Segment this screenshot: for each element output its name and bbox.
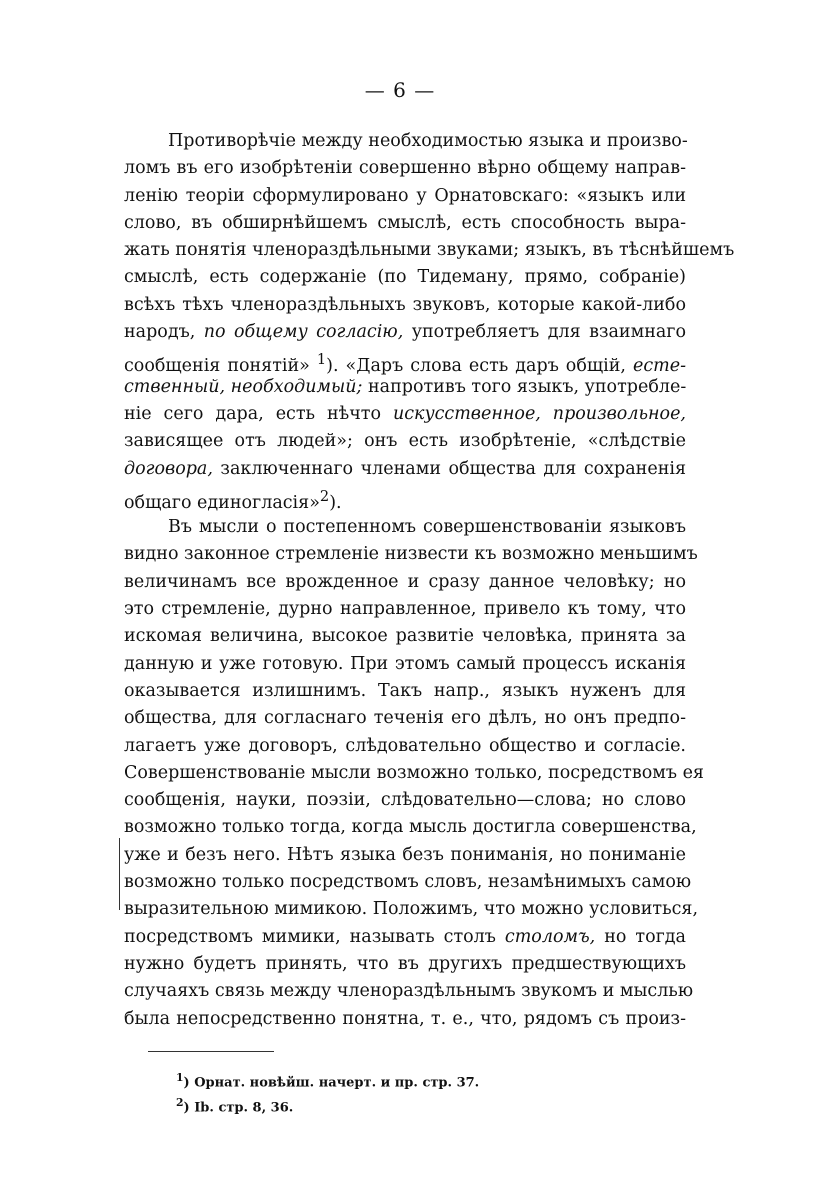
text-line: нужно будетъ принять, что въ другихъ предшествующихъ (124, 953, 686, 974)
text-run: употребляетъ для взаимнаго (403, 322, 686, 343)
footnote (176, 1068, 656, 1093)
text-line: выразительною мимикою. Положимъ, что можно условиться, (124, 899, 699, 920)
text-line: смыслѣ, есть содержаніе (по Тидеману, прямо, собраніе) (124, 267, 686, 288)
text-line: жать понятія членораздѣльными звуками; языкъ, въ тѣснѣйшемъ (124, 240, 735, 261)
text-line: всѣхъ тѣхъ членораздѣльныхъ звуковъ, которые какой-либо (124, 294, 686, 315)
italic-run: по общему согласію, (203, 322, 404, 343)
text-line: величинамъ все врожденное и сразу данное человѣку; но (124, 571, 686, 592)
footnote-mark: 2 (176, 1096, 184, 1110)
text-line: ломъ въ его изобрѣтеніи совершенно вѣрно общему направ- (124, 158, 686, 179)
italic-run: договора, (124, 458, 213, 479)
text-line: это стремленіе, дурно направленное, привело къ тому, что (124, 599, 686, 620)
text-line: возможно только тогда, когда мысль достигла совершенства, (124, 817, 697, 838)
text-run: напротивъ того языкъ, употребле- (362, 376, 687, 397)
text-run: народъ, (124, 322, 204, 343)
footnote-mark: 1 (176, 1071, 184, 1084)
text-line (124, 924, 686, 951)
text-line: Совершенствованіе мысли возможно только, посредствомъ ея (124, 762, 704, 783)
text-line: искомая величина, высокое развитіе человѣка, принята за (124, 626, 686, 647)
text-run: ). «Даръ слова есть даръ общій, (326, 356, 633, 377)
text-line: случаяхъ связь между членораздѣльнымъ звукомъ и мыслью (124, 981, 694, 1002)
text-line: оказывается излишнимъ. Такъ напр., языкъ нуженъ для (124, 680, 686, 701)
italic-run: есте- (632, 356, 686, 377)
footnote-ref: 2 (319, 487, 330, 505)
text-line (124, 483, 686, 513)
text-line (124, 346, 686, 377)
text-line: Противорѣчіе между необходимостью языка и произво- (168, 131, 688, 151)
text-run: общаго единогласія» (124, 492, 320, 513)
text-line: лагаетъ уже договоръ, слѣдовательно общество и согласіе. (124, 735, 686, 756)
footnotes (176, 1068, 656, 1119)
text-run: заключеннаго членами общества для сохраненія (212, 458, 686, 479)
text-line: сообщенія, науки, поэзіи, слѣдовательно—слова; но слово (124, 790, 686, 811)
text-line (124, 456, 686, 483)
text-run: но тогда (595, 926, 686, 947)
footnote-ref: 1 (316, 351, 327, 369)
text-run: посредствомъ мимики, называть столъ (124, 926, 505, 947)
footnote-text: ) Орнат. новѣйш. начерт. и пр. стр. 37. (183, 1075, 480, 1091)
text-line: данную и уже готовую. При этомъ самый процессъ исканія (124, 653, 686, 674)
italic-run: столомъ, (504, 926, 596, 947)
text-run: ніе сего дара, есть нѣчто (124, 403, 393, 424)
italic-run: ственный, необходимый; (124, 376, 363, 397)
text-run: ). (329, 492, 342, 513)
text-line (124, 374, 686, 401)
text-line: слово, въ обширнѣйшемъ смыслѣ, есть способность выра- (124, 212, 686, 233)
footnote-text: ) Ib. стр. 8, 36. (183, 1100, 294, 1116)
margin-mark (119, 838, 120, 910)
text-run: сообщенія понятій» (124, 356, 317, 377)
footnote-divider (148, 1051, 274, 1052)
text-line (124, 401, 686, 428)
text-line: зависящее отъ людей»; онъ есть изобрѣтеніе, «слѣдствіе (124, 431, 686, 452)
text-line: уже и безъ него. Нѣтъ языка безъ пониманія, но пониманіе (124, 844, 686, 865)
text-line: Въ мысли о постепенномъ совершенствованіи языковъ (168, 517, 686, 538)
paragraph-1 (124, 128, 735, 513)
text-line (124, 319, 686, 346)
text-line: была непосредственно понятна, т. е., что, рядомъ съ произ- (124, 1008, 686, 1029)
italic-run: искусственное, произвольное, (392, 403, 686, 424)
footnote (176, 1093, 656, 1118)
page-number: — 6 — (364, 78, 436, 102)
text-line: общества, для согласнаго теченія его дѣлъ, но онъ предпо- (124, 708, 686, 729)
body-text (124, 128, 735, 1037)
text-line: ленію теоріи сформулировано у Орнатовскаго: «языкъ или (124, 185, 686, 206)
paragraph-2 (124, 514, 704, 1033)
text-line: видно законное стремленіе низвести къ возможно меньшимъ (124, 544, 698, 565)
text-line: возможно только посредствомъ словъ, незамѣнимыхъ самою (124, 872, 692, 893)
